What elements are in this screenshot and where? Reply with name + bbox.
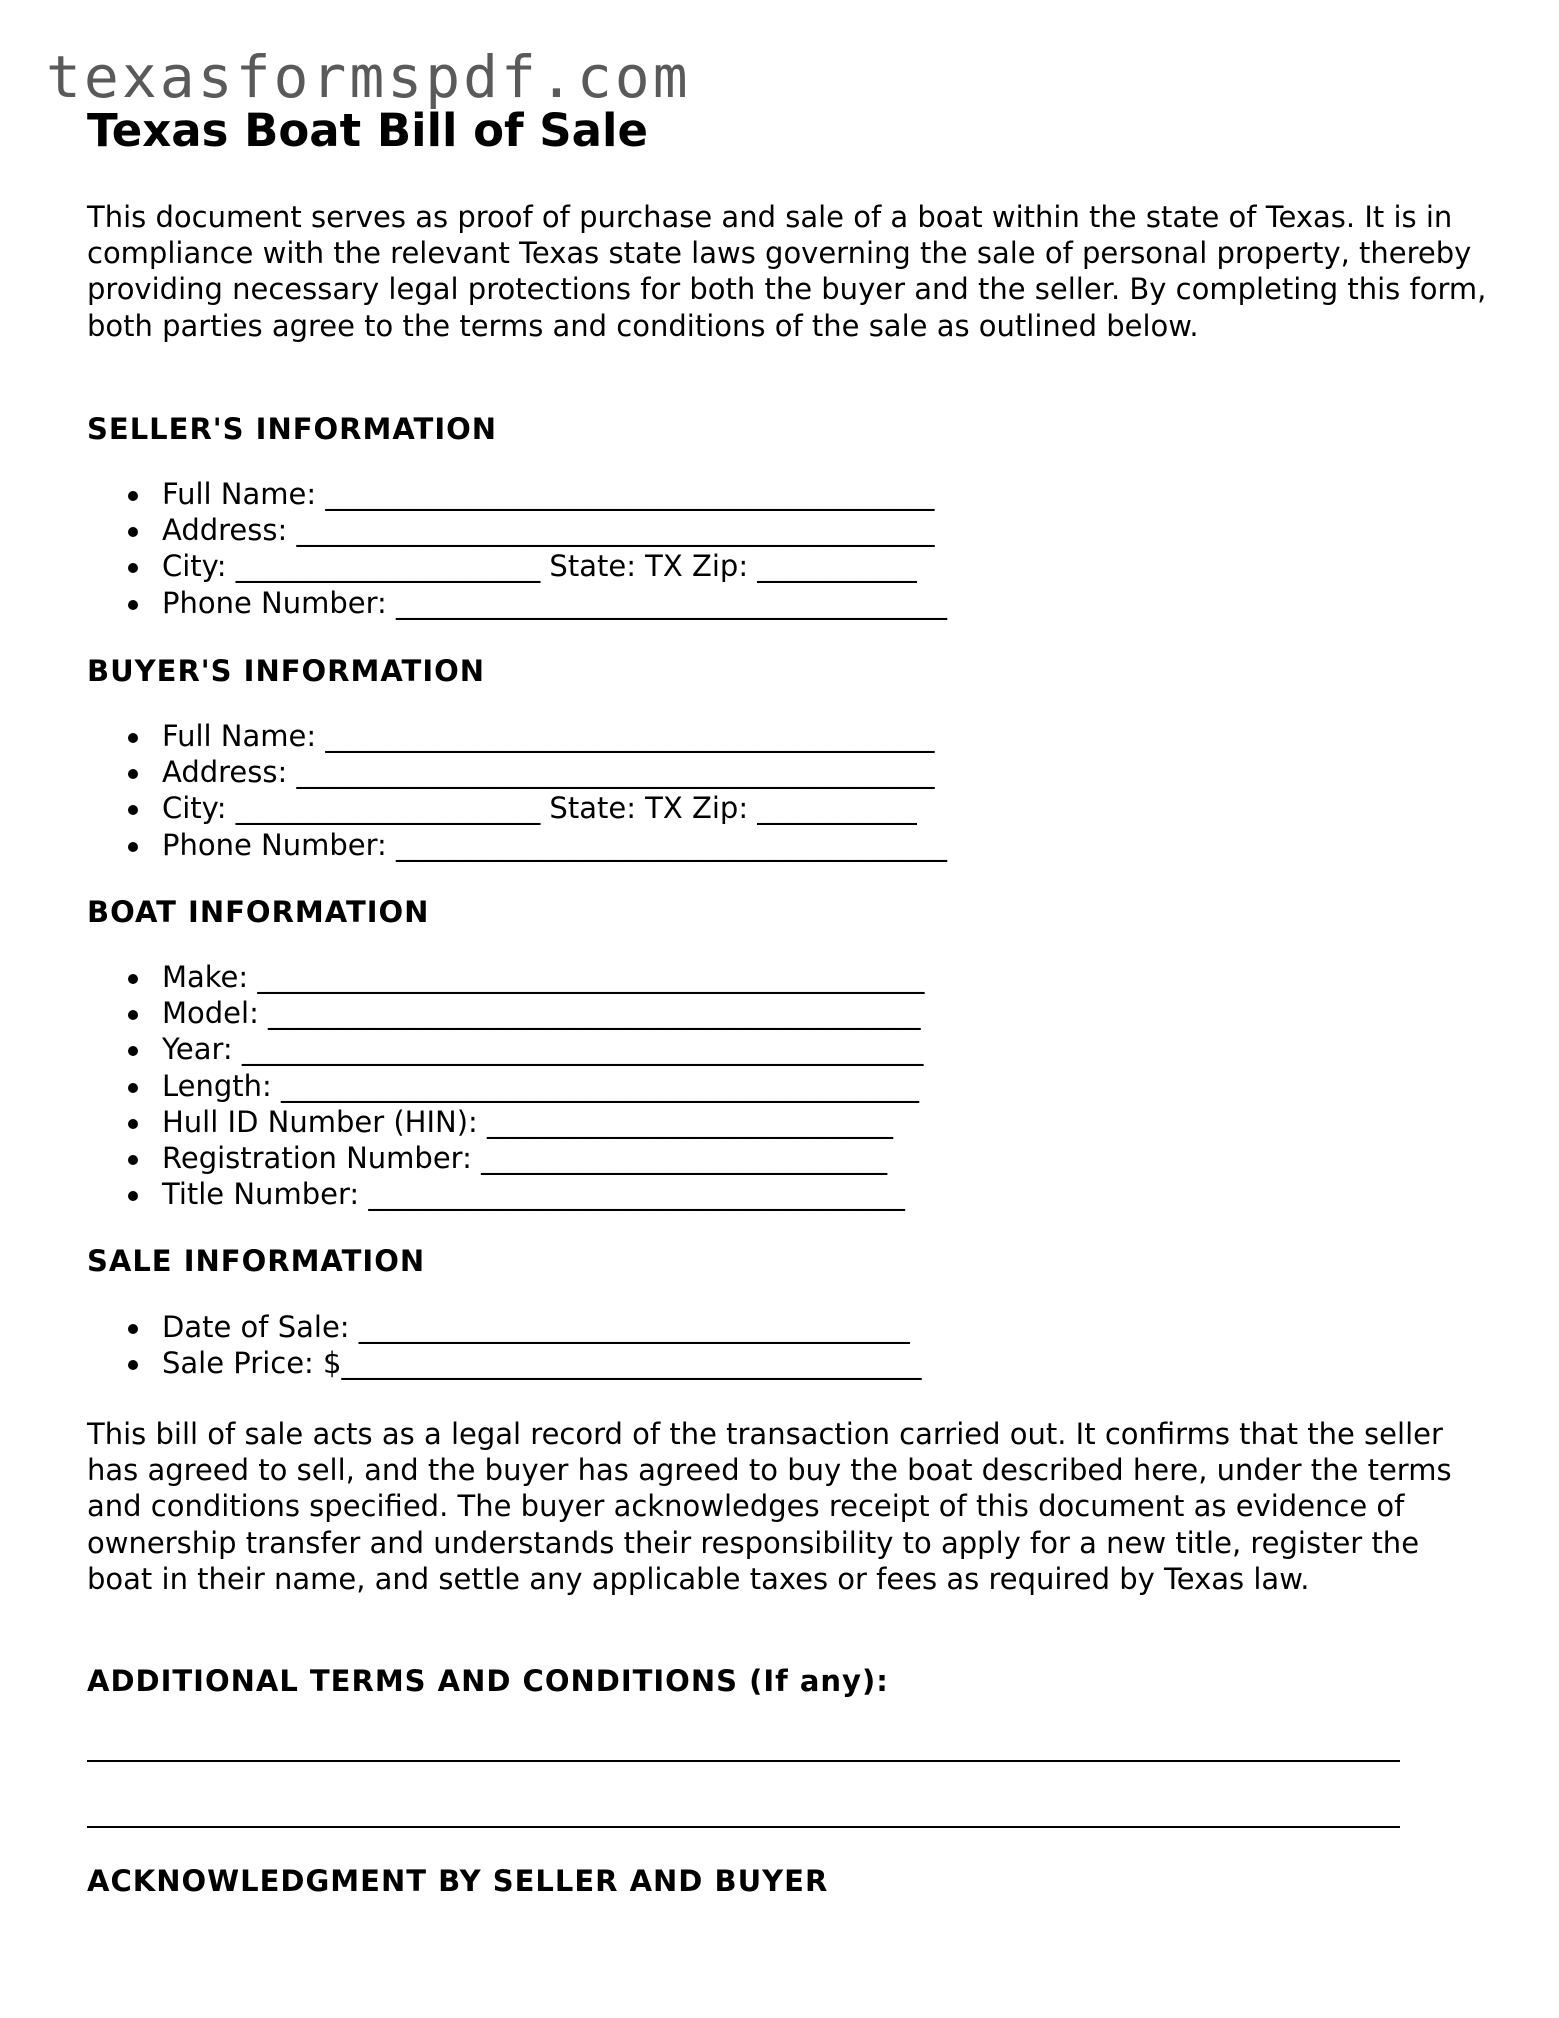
bullet: [128, 600, 138, 610]
field-label: Address: ____________________________________________: [162, 513, 935, 548]
boat-make-field[interactable]: [87, 959, 924, 995]
sale-date-field[interactable]: [87, 1309, 921, 1345]
field-label: Phone Number: ______________________________________: [162, 827, 948, 862]
field-label: Model: _____________________________________________: [162, 996, 921, 1031]
bullet: [128, 1119, 138, 1129]
buyer-phone-field[interactable]: [87, 827, 947, 863]
bullet: [128, 1010, 138, 1020]
field-label: Address: ____________________________________________: [162, 755, 935, 790]
additional-terms-heading: ADDITIONAL TERMS AND CONDITIONS (If any):: [87, 1664, 889, 1698]
field-label: City: _____________________ State: TX Zip: ___________: [162, 549, 917, 584]
bullet: [128, 974, 138, 984]
boat-registration-field[interactable]: [87, 1140, 924, 1176]
boat-fields: [87, 959, 924, 1212]
acknowledgment-heading: ACKNOWLEDGMENT BY SELLER AND BUYER: [87, 1864, 829, 1898]
bullet: [128, 1324, 138, 1334]
sale-fields: [87, 1309, 921, 1381]
field-label: Hull ID Number (HIN): ____________________________: [162, 1104, 894, 1139]
seller-full-name-field[interactable]: [87, 476, 947, 512]
boat-title-number-field[interactable]: [87, 1176, 924, 1212]
boat-model-field[interactable]: [87, 995, 924, 1031]
bullet: [128, 1046, 138, 1056]
bullet: [128, 805, 138, 815]
boat-length-field[interactable]: [87, 1068, 924, 1104]
page-title: Texas Boat Bill of Sale: [87, 104, 648, 157]
bullet: [128, 563, 138, 573]
buyer-full-name-field[interactable]: [87, 718, 947, 754]
seller-address-field[interactable]: [87, 512, 947, 548]
seller-fields: [87, 476, 947, 621]
additional-terms-line-1[interactable]: [87, 1760, 1400, 1762]
sale-heading: SALE INFORMATION: [87, 1244, 426, 1278]
field-label: Sale Price: $________________________________________: [162, 1346, 922, 1381]
buyer-heading: BUYER'S INFORMATION: [87, 654, 486, 688]
seller-heading: SELLER'S INFORMATION: [87, 412, 498, 446]
field-label: Make: ______________________________________________: [162, 960, 925, 994]
sale-price-field[interactable]: [87, 1345, 921, 1381]
field-label: Year: _______________________________________________: [162, 1032, 924, 1067]
intro-paragraph: This document serves as proof of purchase and sale of a boat within the state of Texas. It is in compliance with the relevant Texas state laws governing the sale of personal property, thereby providing necessary legal protections for both the buyer and the seller. By completing this form, both parties agree to the terms and conditions of the sale as outlined below.: [87, 200, 1487, 343]
seller-phone-field[interactable]: [87, 585, 947, 621]
field-label: Length: ____________________________________________: [162, 1068, 920, 1103]
bullet: [128, 769, 138, 779]
closing-paragraph: This bill of sale acts as a legal record of the transaction carried out. It confirms that the seller has agreed to sell, and the buyer has agreed to buy the boat described here, under the terms and conditions specified. The buyer acknowledges receipt of this document as evidence of ownership transfer and understands their responsibility to apply for a new title, register the boat in their name, and settle any applicable taxes or fees as required by Texas law.: [87, 1417, 1452, 1596]
bullet: [128, 1083, 138, 1093]
field-label: Title Number: _____________________________________: [162, 1177, 905, 1212]
additional-terms-line-2[interactable]: [87, 1826, 1400, 1828]
bullet: [128, 733, 138, 743]
field-label: Registration Number: ____________________________: [162, 1140, 888, 1175]
field-label: Date of Sale: ______________________________________: [162, 1310, 910, 1344]
boat-year-field[interactable]: [87, 1031, 924, 1067]
field-label: Full Name: __________________________________________: [162, 477, 935, 511]
bullet: [128, 527, 138, 537]
buyer-city-state-zip-field[interactable]: [87, 790, 947, 826]
bullet: [128, 842, 138, 852]
bullet: [128, 1191, 138, 1201]
boat-heading: BOAT INFORMATION: [87, 895, 430, 929]
bullet: [128, 1155, 138, 1165]
boat-hin-field[interactable]: [87, 1104, 924, 1140]
seller-city-state-zip-field[interactable]: [87, 548, 947, 584]
field-label: Phone Number: ______________________________________: [162, 585, 948, 620]
buyer-address-field[interactable]: [87, 754, 947, 790]
field-label: City: _____________________ State: TX Zip: ___________: [162, 791, 917, 826]
buyer-fields: [87, 718, 947, 863]
watermark: texasformspdf.com: [46, 43, 691, 111]
field-label: Full Name: __________________________________________: [162, 719, 935, 753]
bullet: [128, 491, 138, 501]
bullet: [128, 1360, 138, 1370]
